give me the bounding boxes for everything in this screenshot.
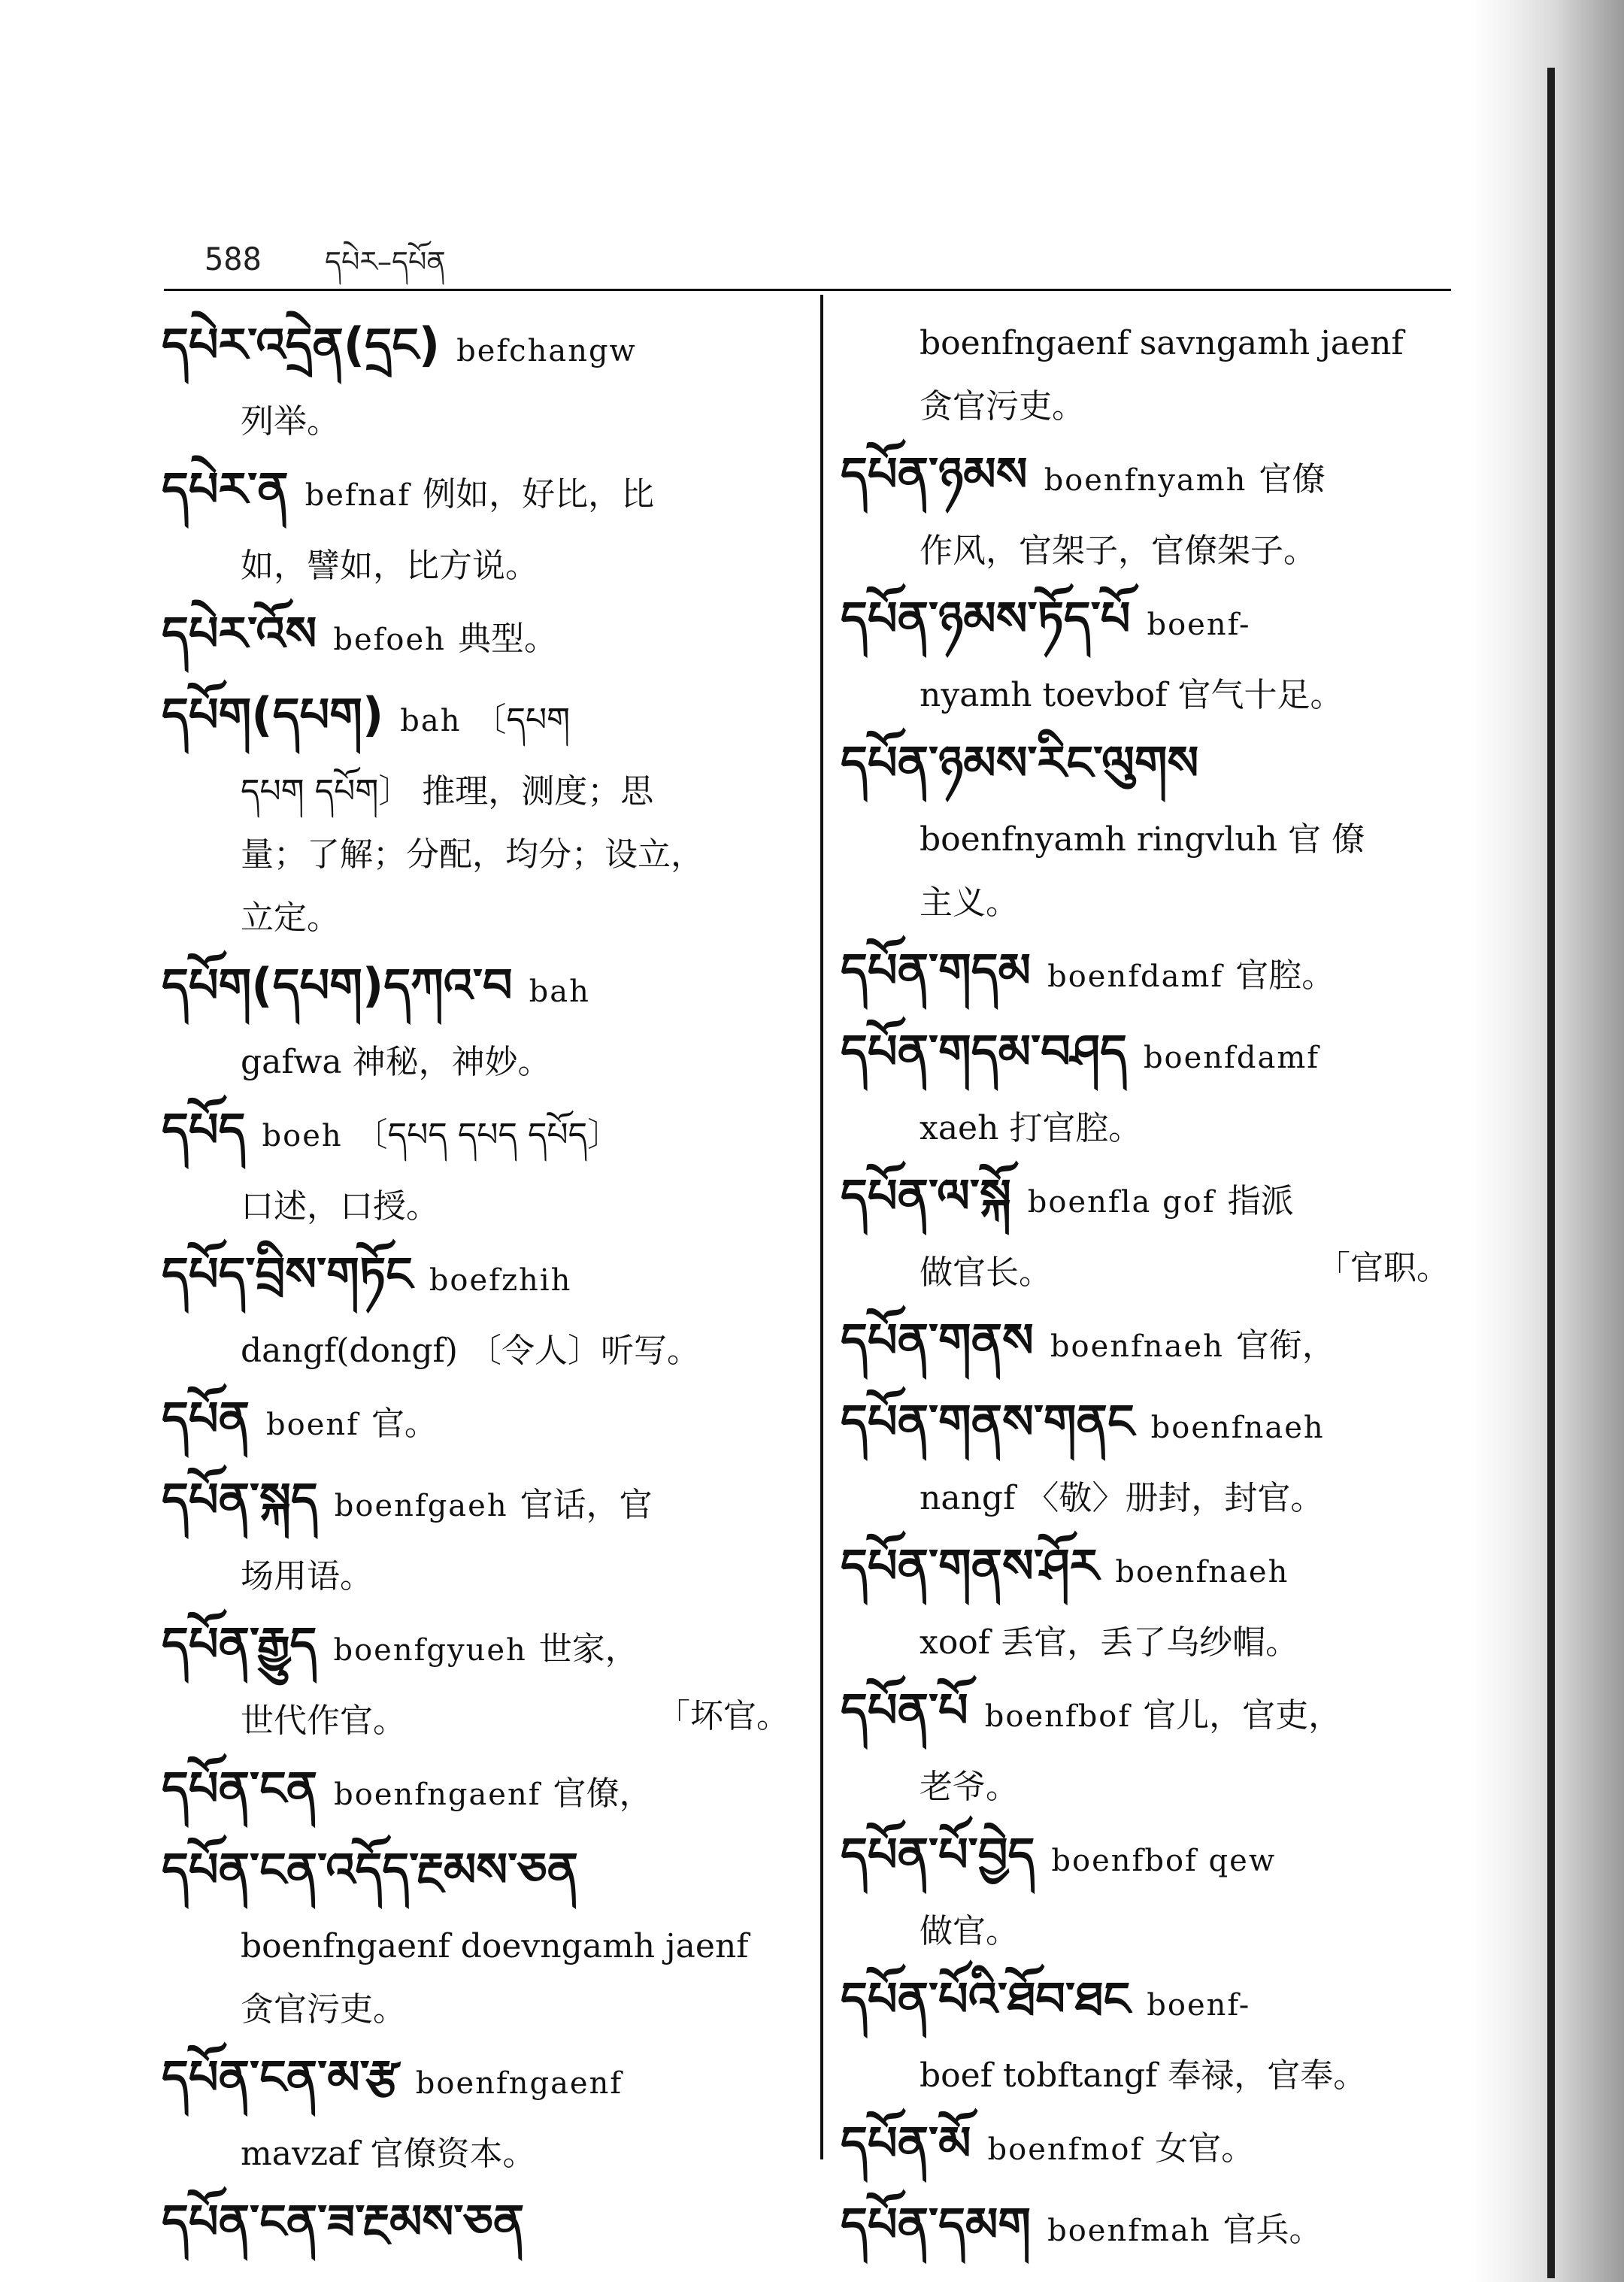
romanization: boenfngaenf: [415, 2066, 623, 2101]
column-divider: [820, 295, 823, 2159]
headword-line: [162, 682, 797, 760]
definition-line: 主义。: [920, 883, 1019, 922]
dictionary-entry: [841, 1163, 1457, 1305]
definition-line: 做官。: [920, 1912, 1019, 1950]
page-number: 588: [205, 241, 262, 277]
right-column: [841, 312, 1457, 2273]
headword-line: [162, 1837, 797, 1915]
tibetan-headword: དཔོན་གདམ་བཤད: [841, 1024, 1127, 1079]
dictionary-entry: [841, 1966, 1457, 2108]
tibetan-headword: དཔོན་པོ: [841, 1683, 968, 1738]
headword-line: [841, 2111, 1457, 2189]
romanization: befchangw: [456, 334, 637, 368]
romanization: boenfnaeh: [1115, 1555, 1289, 1590]
romanization: bah: [529, 974, 590, 1009]
headword-line: [162, 456, 797, 535]
romanization: boenfnyamh: [1044, 463, 1247, 498]
definition-line: 场用语。: [241, 1557, 373, 1596]
dictionary-entry: [841, 312, 1457, 438]
tibetan-headword: དཔོན་གདམ: [841, 943, 1032, 998]
romanization: boeh: [262, 1119, 343, 1153]
tibetan-headword: དཔོད་བྲིས་གཏོང: [162, 1247, 413, 1302]
definition: 例如，好比，比: [423, 475, 655, 514]
headword-line: [162, 1386, 797, 1464]
dictionary-entry: [162, 1611, 797, 1753]
definition: 官话，官: [520, 1486, 653, 1524]
headword-line: [162, 1241, 797, 1320]
tibetan-headword: དཔོན: [162, 1391, 250, 1446]
definition-line: nyamh toevbof 官气十足。: [920, 676, 1344, 714]
definition-line: 立定。: [241, 899, 340, 937]
definition-line: 贪官污吏。: [241, 1990, 406, 2029]
headword-line: [162, 1097, 797, 1175]
headword-line: [162, 1756, 797, 1834]
book-binding-edge: [1547, 68, 1555, 2278]
margin-note: 「官职。: [1317, 1249, 1450, 1287]
left-column: [162, 312, 797, 2270]
tibetan-headword: དཔོན་ངན་འདོད་རྔམས་ཅན: [162, 1842, 579, 1897]
dictionary-entry: [162, 682, 797, 950]
romanization: boenf-: [1147, 1988, 1251, 2023]
definition-line: mavzaf 官僚资本。: [241, 2135, 536, 2173]
headword-line: [841, 730, 1457, 808]
dictionary-entry: [841, 730, 1457, 935]
headword-line: [841, 2192, 1457, 2270]
definition: 女官。: [1155, 2129, 1255, 2168]
romanization: boenfla gof: [1027, 1185, 1216, 1220]
definition: 官僚，: [553, 1774, 653, 1813]
headword-line: [162, 953, 797, 1031]
headword-line: [841, 938, 1457, 1016]
tibetan-headword: དཔོན་ལ་སྐོ: [841, 1168, 1011, 1223]
definition-line: 作风，官架子，官僚架子。: [920, 532, 1316, 570]
definition: 指派: [1227, 1182, 1294, 1220]
romanization: boenfnaeh: [1150, 1411, 1325, 1445]
romanization: boenfdamf: [1143, 1041, 1320, 1075]
headword-line: [841, 1966, 1457, 2044]
tibetan-headword: དཔོན་སྐད: [162, 1472, 318, 1527]
definition-line: xoof 丢官，丢了乌纱帽。: [920, 1623, 1299, 1662]
headword-line: [162, 312, 797, 390]
tibetan-headword: དཔེར་ན: [162, 462, 289, 517]
tibetan-headword: དཔོན་ངན: [162, 1761, 318, 1816]
tibetan-headword: དཔོན་དམག: [841, 2197, 1032, 2252]
dictionary-entry: [841, 1822, 1457, 1963]
dictionary-entry: [841, 938, 1457, 1016]
headword-line: [841, 1163, 1457, 1241]
definition-line: 贪官污吏。: [920, 387, 1085, 426]
dictionary-entry: [162, 1097, 797, 1238]
dictionary-entry: [162, 312, 797, 453]
tibetan-headword: དཔོག(དཔག): [162, 687, 384, 742]
definition: 〔དཔག: [473, 701, 571, 739]
header-rule: [164, 289, 1451, 291]
definition: 世家，: [538, 1630, 638, 1668]
definition-line: དཔག དཔོག〕 推理，测度；思: [241, 772, 654, 811]
dictionary-entry: [841, 1677, 1457, 1819]
headword-line: [841, 1389, 1457, 1467]
tibetan-headword: དཔོན་ཉམས་རིང་ལུགས: [841, 735, 1199, 790]
tibetan-headword: དཔོན་ཉམས་ཏོད་པོ: [841, 591, 1131, 646]
romanization: boenfngaenf: [334, 1777, 541, 1812]
romanization: boenfbof: [984, 1699, 1132, 1734]
tibetan-headword: དཔོན་པོའི་ཐོབ་ཐང: [841, 1971, 1131, 2026]
romanization: bah: [400, 704, 462, 738]
definition-line: boenfngaenf savngamh jaenf: [920, 324, 1404, 362]
definition-line: 老爷。: [920, 1768, 1019, 1806]
dictionary-entry: [841, 2111, 1457, 2189]
romanization: boefzhih: [429, 1263, 572, 1298]
headword-line: [841, 1019, 1457, 1097]
dictionary-entry: [162, 601, 797, 679]
tibetan-headword: དཔོག(དཔག)དཀའ་བ: [162, 958, 513, 1013]
tibetan-headword: དཔོན་པོ་བྱེད: [841, 1827, 1035, 1882]
headword-line: [841, 441, 1457, 520]
headword-line: [162, 1467, 797, 1545]
romanization: boenfdamf: [1047, 959, 1224, 994]
headword-line: [841, 1677, 1457, 1756]
dictionary-entry: [841, 1533, 1457, 1674]
definition-line: 量；了解；分配，均分；设立，: [241, 835, 704, 874]
dictionary-entry: [162, 2189, 797, 2267]
dictionary-entry: [162, 1756, 797, 1834]
definition-line: 列举。: [241, 402, 340, 441]
definition: 〔དཔད དཔད དཔོད〕: [354, 1116, 621, 1154]
romanization: boenf-: [1147, 608, 1251, 642]
guide-words: དཔེར–དཔོན: [325, 245, 446, 278]
definition: 官腔。: [1235, 956, 1335, 995]
dictionary-entry: [841, 1308, 1457, 1386]
definition-line: 做官长。: [920, 1253, 1052, 1292]
tibetan-headword: དཔོན་མོ: [841, 2116, 971, 2171]
tibetan-headword: དཔོན་ངན་མ་རྩ: [162, 2050, 399, 2105]
romanization: befoeh: [333, 623, 446, 657]
definition-line: 口述，口授。: [241, 1187, 439, 1226]
dictionary-entry: [162, 1386, 797, 1464]
dictionary-entry: [841, 1019, 1457, 1160]
dictionary-entry: [841, 441, 1457, 583]
tibetan-headword: དཔེར་འོས: [162, 606, 317, 661]
dictionary-entry: [841, 1389, 1457, 1530]
definition-line: dangf(dongf) 〔令人〕听写。: [241, 1332, 700, 1370]
dictionary-entry: [841, 2192, 1457, 2270]
tibetan-headword: དཔོན་ཉམས: [841, 447, 1028, 502]
definition: 官僚: [1259, 460, 1326, 499]
headword-line: [841, 1533, 1457, 1611]
headword-line: [841, 1822, 1457, 1900]
romanization: boenfbof qew: [1051, 1844, 1277, 1878]
dictionary-entry: [162, 1467, 797, 1608]
romanization: befnaf: [304, 478, 411, 513]
tibetan-headword: དཔོན་གནས་གནང: [841, 1394, 1135, 1449]
tibetan-headword: དཔོད: [162, 1102, 246, 1157]
headword-line: [841, 586, 1457, 664]
definition-line: gafwa 神秘，神妙。: [241, 1043, 551, 1081]
romanization: boenfnaeh: [1050, 1329, 1224, 1364]
headword-line: [162, 1611, 797, 1690]
definition-line: xaeh 打官腔。: [920, 1109, 1142, 1147]
romanization: boenfmof: [987, 2132, 1144, 2167]
headword-line: [162, 601, 797, 679]
romanization: boenfgaeh: [334, 1489, 508, 1523]
dictionary-entry: [162, 2044, 797, 2186]
definition-line: 世代作官。: [241, 1702, 406, 1740]
definition-line: boenfnyamh ringvluh 官 僚: [920, 820, 1365, 859]
definition: 典型。: [457, 620, 557, 658]
tibetan-headword: དཔེར་འདྲེན(དྲང): [162, 317, 441, 372]
dictionary-entry: [162, 456, 797, 598]
romanization: boenfmah: [1047, 2214, 1211, 2248]
definition: 官衔，: [1235, 1326, 1335, 1365]
headword-line: [162, 2189, 797, 2267]
dictionary-entry: [162, 1241, 797, 1383]
margin-note: 「坏官。: [657, 1697, 789, 1735]
headword-line: [162, 2044, 797, 2123]
definition: 官儿，官吏，: [1143, 1696, 1342, 1735]
dictionary-entry: [162, 953, 797, 1094]
romanization: boenf: [266, 1408, 359, 1442]
romanization: boenfgyueh: [333, 1633, 527, 1668]
definition: 官。: [371, 1405, 438, 1443]
tibetan-headword: དཔོན་གནས་ཤོར: [841, 1538, 1099, 1593]
headword-line: [841, 1308, 1457, 1386]
dictionary-entry: [841, 586, 1457, 727]
tibetan-headword: དཔོན་ངན་ཟ་རྔམས་ཅན: [162, 2194, 525, 2249]
tibetan-headword: དཔོན་རྒྱུད: [162, 1617, 317, 1671]
definition-line: boenfngaenf doevngamh jaenf: [241, 1927, 749, 1965]
definition-line: 如，譬如，比方说。: [241, 547, 538, 585]
definition-line: boef tobftangf 奉禄，官奉。: [920, 2056, 1367, 2095]
dictionary-entry: [162, 1837, 797, 2041]
tibetan-headword: དཔོན་གནས: [841, 1313, 1034, 1368]
definition-line: nangf 〈敬〉册封，封官。: [920, 1479, 1324, 1517]
definition: 官兵。: [1223, 2211, 1323, 2249]
